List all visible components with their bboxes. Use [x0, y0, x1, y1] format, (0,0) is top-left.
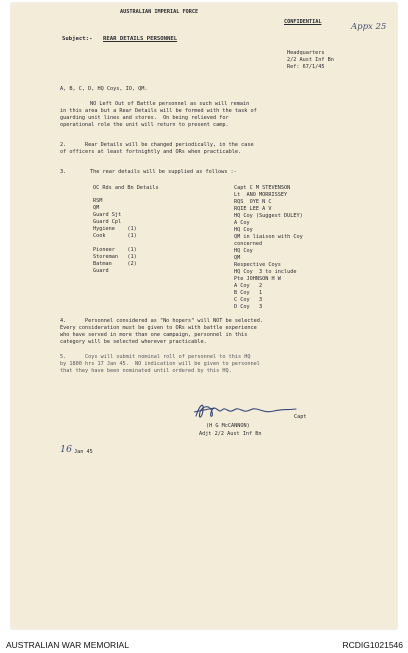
appendix-handwritten: Appx 25: [351, 22, 387, 32]
handwritten-date-day: 16: [60, 444, 73, 455]
footer-record-id: RCDIG1021546: [342, 640, 403, 650]
hq-line-1: Headquarters: [287, 50, 325, 56]
paragraph-3-number: 3.: [60, 169, 67, 175]
confidential-label: CONFIDENTIAL: [284, 19, 322, 25]
addressees: A, B, C, D, HQ Coys, IO, QM.: [60, 86, 148, 92]
hq-line-2: 2/2 Aust Inf Bn: [287, 57, 334, 63]
paragraph-3-intro: The rear details will be supplied as follows :-: [90, 169, 237, 175]
handwritten-signature: [190, 400, 300, 422]
typed-date-month: Jan 45: [74, 449, 93, 455]
signature-title: Adjt 2/2 Aust Inf Bn: [199, 431, 262, 437]
footer-institution: AUSTRALIAN WAR MEMORIAL: [6, 640, 129, 650]
signature-rank: Capt: [294, 414, 307, 420]
document-page: [11, 3, 397, 629]
force-heading: AUSTRALIAN IMPERIAL FORCE: [120, 9, 199, 15]
subject-title: REAR DETAILS PERSONNEL: [103, 36, 178, 42]
archive-footer: [0, 632, 408, 653]
subject-label: Subject:-: [62, 36, 93, 42]
signature-name: (H G McCANNON): [206, 423, 250, 429]
hq-ref: Ref: 67/1/45: [287, 64, 325, 70]
